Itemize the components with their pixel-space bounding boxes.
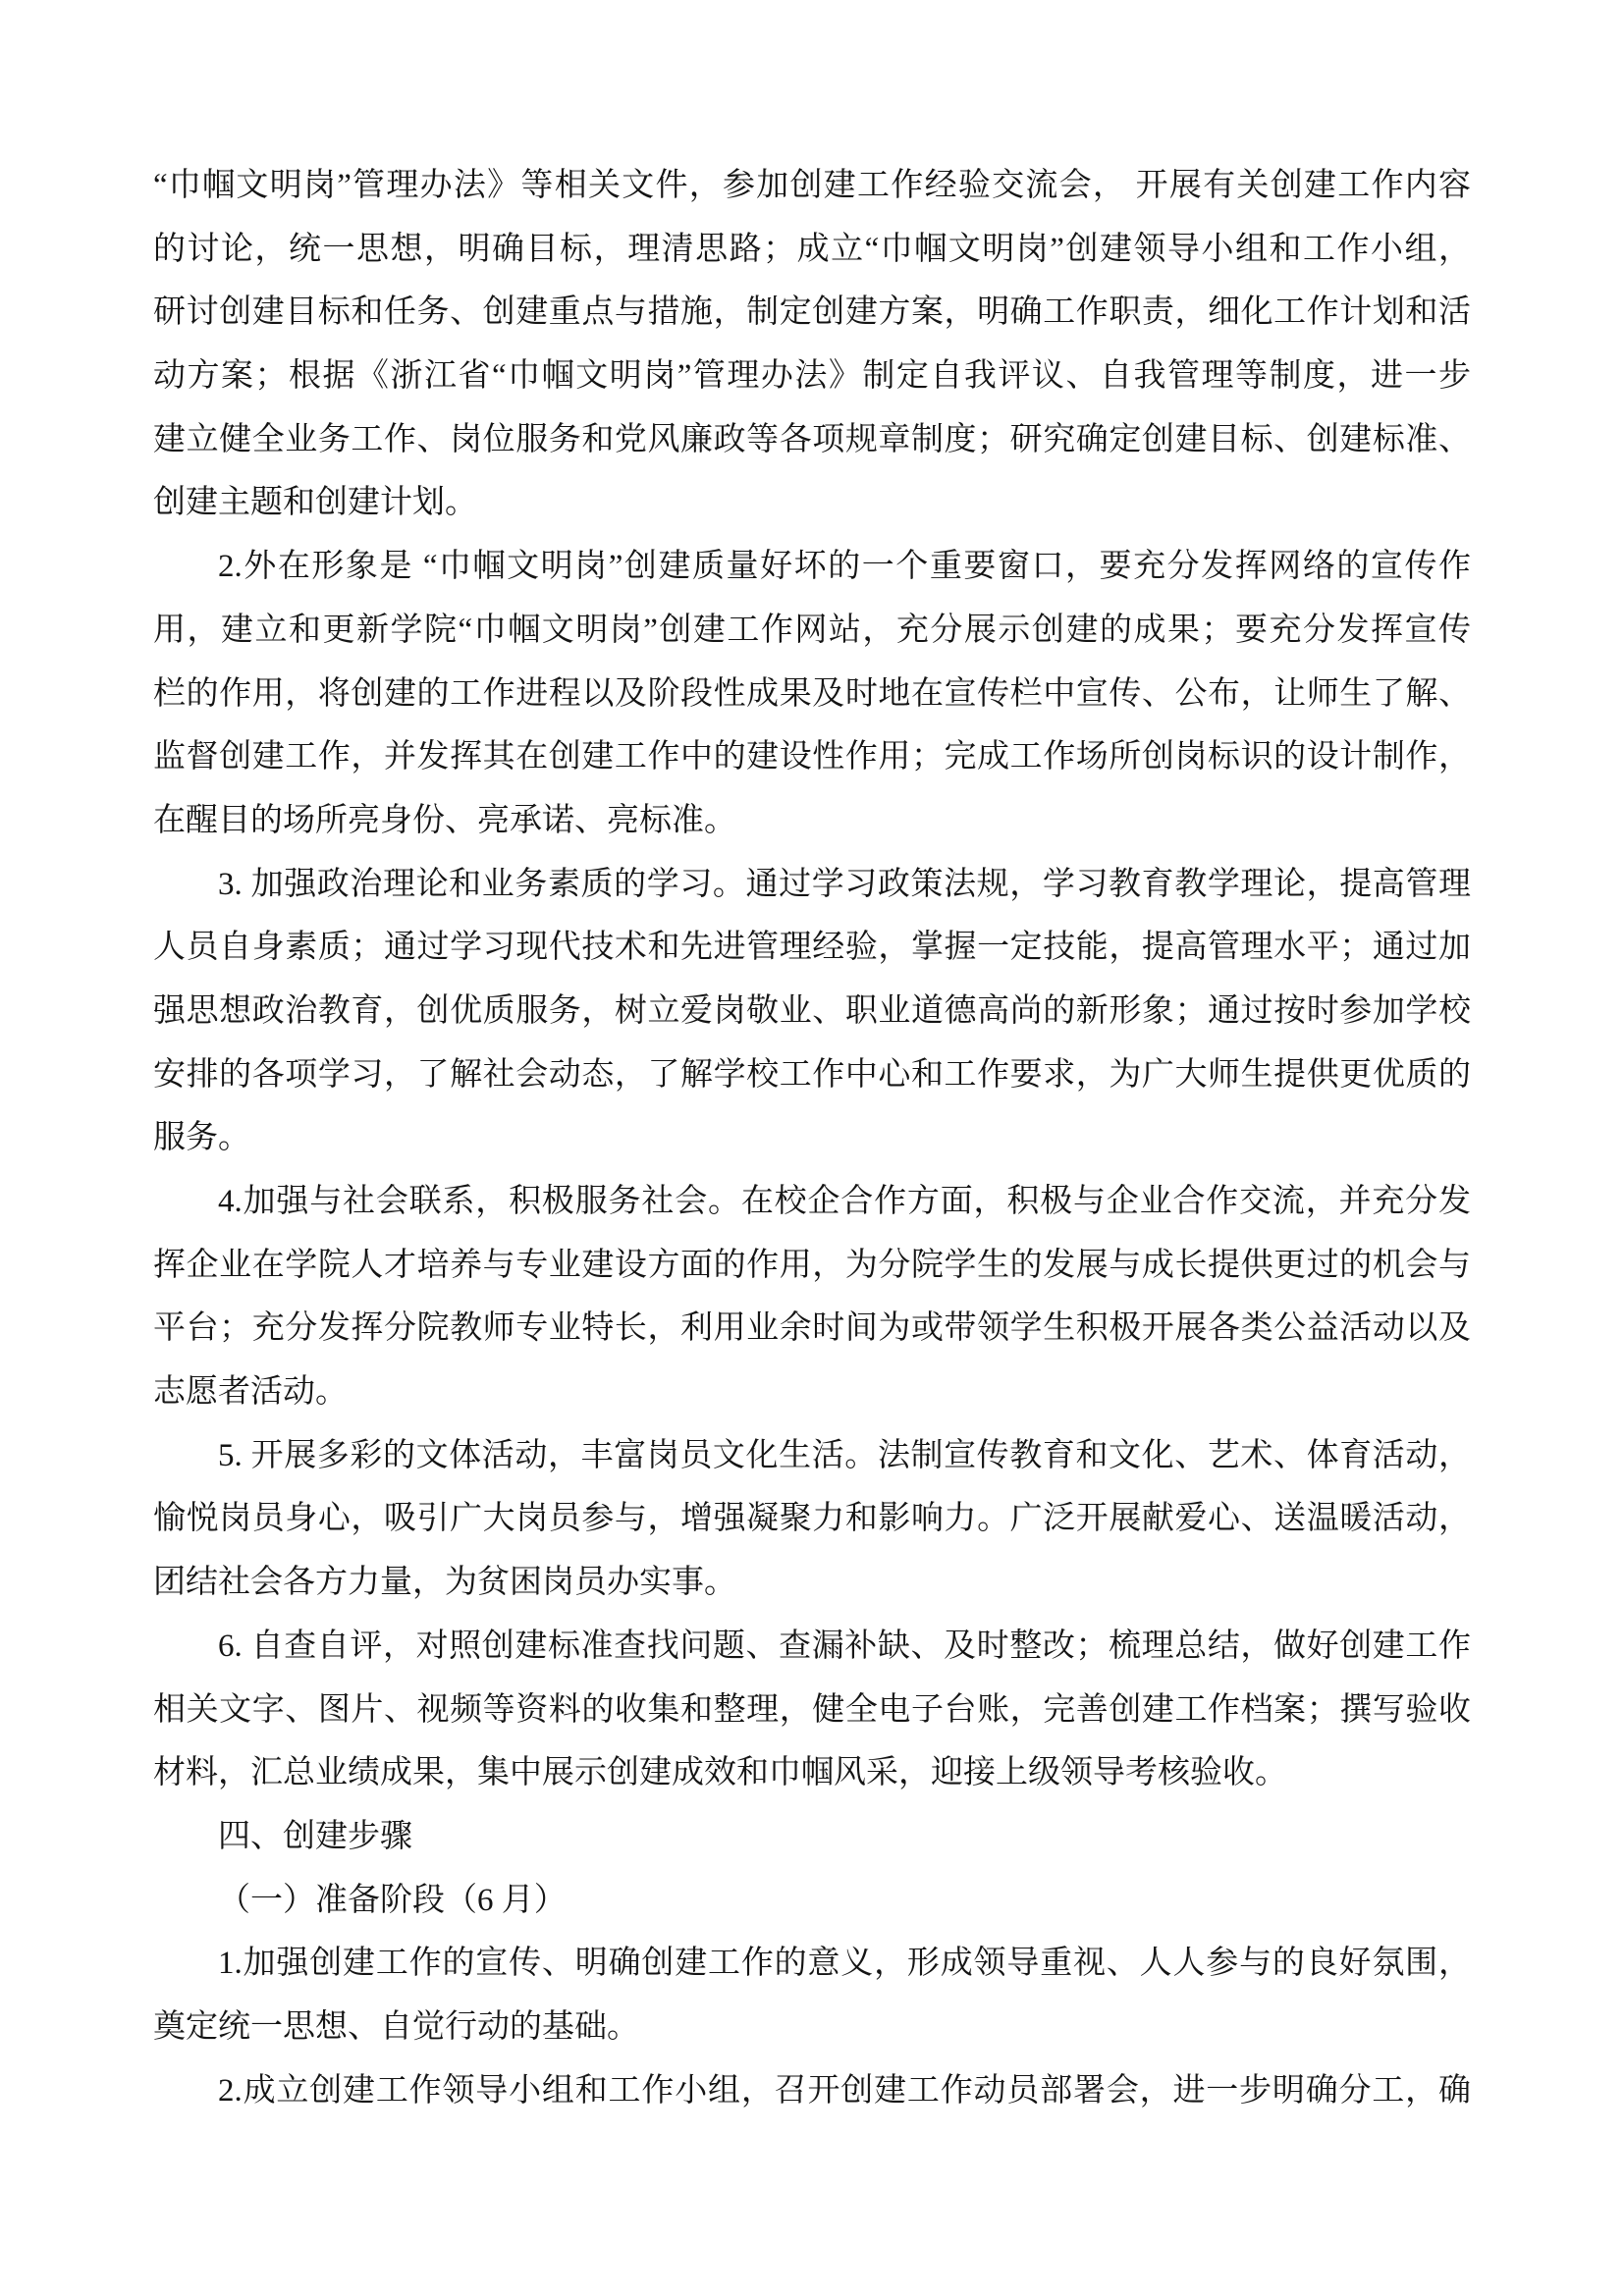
- section-heading: 四、创建步骤: [218, 1818, 412, 1854]
- document-body-text: [153, 154, 1471, 2122]
- text-line: 相关文字、图片、视频等资料的收集和整理，健全电子台账，完善创建工作档案；撰写验收: [153, 1691, 1471, 1728]
- text-line: 6. 自查自评，对照创建标准查找问题、查漏补缺、及时整改；梳理总结，做好创建工作: [218, 1628, 1471, 1664]
- text-line: 挥企业在学院人才培养与专业建设方面的作用，为分院学生的发展与成长提供更过的机会与: [153, 1247, 1471, 1283]
- text-line: 人员自身素质；通过学习现代技术和先进管理经验，掌握一定技能，提高管理水平；通过加: [153, 930, 1471, 966]
- text-line: 2.外在形象是 “巾帼文明岗”创建质量好坏的一个重要窗口，要充分发挥网络的宣传作: [218, 549, 1471, 585]
- text-line: 4.加强与社会联系，积极服务社会。在校企合作方面，积极与企业合作交流，并充分发: [218, 1184, 1471, 1219]
- text-line: 2.成立创建工作领导小组和工作小组，召开创建工作动员部署会，进一步明确分工，确: [218, 2072, 1471, 2109]
- text-line: 团结社会各方力量，为贫困岗员办实事。: [153, 1565, 736, 1601]
- text-line: 强思想政治教育，创优质服务，树立爱岗敬业、职业道德高尚的新形象；通过按时参加学校: [153, 992, 1471, 1029]
- text-line: 安排的各项学习，了解社会动态，了解学校工作中心和工作要求，为广大师生提供更优质的: [153, 1056, 1471, 1093]
- text-line: 5. 开展多彩的文体活动，丰富岗员文化生活。法制宣传教育和文化、艺术、体育活动，: [218, 1437, 1471, 1473]
- text-line: “巾帼文明岗”管理办法》等相关文件，参加创建工作经验交流会， 开展有关创建工作内容: [153, 168, 1471, 203]
- text-line: 在醒目的场所亮身份、亮承诺、亮标准。: [153, 802, 736, 838]
- text-line: 1.加强创建工作的宣传、明确创建工作的意义，形成领导重视、人人参与的良好氛围，: [218, 1946, 1471, 1982]
- text-line: 愉悦岗员身心，吸引广大岗员参与，增强凝聚力和影响力。广泛开展献爱心、送温暖活动，: [153, 1501, 1471, 1537]
- text-line: 栏的作用，将创建的工作进程以及阶段性成果及时地在宣传栏中宣传、公布，让师生了解、: [153, 675, 1471, 712]
- text-line: 3. 加强政治理论和业务素质的学习。通过学习政策法规，学习教育教学理论，提高管理: [218, 866, 1471, 902]
- text-line: 动方案；根据《浙江省“巾帼文明岗”管理办法》制定自我评议、自我管理等制度，进一步: [153, 358, 1471, 395]
- text-line: 研讨创建目标和任务、创建重点与措施，制定创建方案，明确工作职责，细化工作计划和活: [153, 294, 1471, 331]
- subsection-heading: （一）准备阶段（6 月）: [218, 1882, 567, 1918]
- text-line: 服务。: [153, 1120, 250, 1156]
- text-line: 建立健全业务工作、岗位服务和党风廉政等各项规章制度；研究确定创建目标、创建标准、: [153, 421, 1471, 457]
- text-line: 创建主题和创建计划。: [153, 485, 477, 521]
- text-line: 用，建立和更新学院“巾帼文明岗”创建工作网站，充分展示创建的成果；要充分发挥宣传: [153, 612, 1471, 648]
- text-line: 材料，汇总业绩成果，集中展示创建成效和巾帼风采，迎接上级领导考核验收。: [153, 1755, 1287, 1791]
- text-line: 的讨论，统一思想，明确目标，理清思路；成立“巾帼文明岗”创建领导小组和工作小组，: [153, 231, 1471, 267]
- text-line: 监督创建工作，并发挥其在创建工作中的建设性作用；完成工作场所创岗标识的设计制作，: [153, 739, 1471, 775]
- text-line: 奠定统一思想、自觉行动的基础。: [153, 2008, 639, 2045]
- text-line: 平台；充分发挥分院教师专业特长，利用业余时间为或带领学生积极开展各类公益活动以及: [153, 1310, 1471, 1347]
- text-line: 志愿者活动。: [153, 1374, 348, 1411]
